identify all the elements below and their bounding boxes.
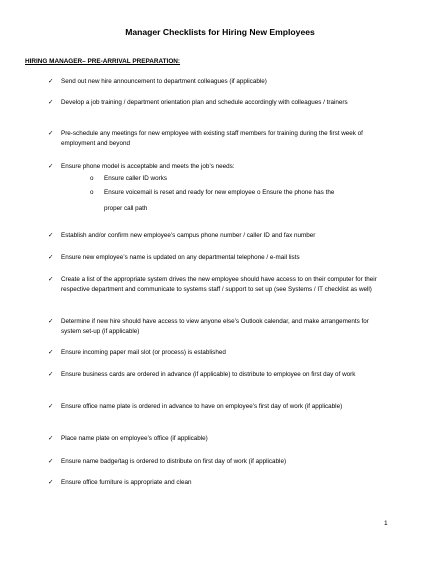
checkmark-icon: ✓ [48, 479, 54, 486]
checkmark-icon: ✓ [48, 254, 54, 261]
checklist-item: Create a list of the appropriate system drives the new employee should have access to on their computer for their respective department and communicate to systems staff / support to set up (see Systems / IT checklist as well) [61, 276, 377, 294]
checkmark-icon: ✓ [48, 130, 54, 137]
checkmark-icon: ✓ [48, 276, 54, 283]
section-heading: HIRING MANAGER– PRE-ARRIVAL PREPARATION: [25, 58, 181, 65]
checklist-subitem: Ensure caller ID works [104, 175, 167, 182]
checklist-item: Establish and/or confirm new employee’s campus phone number / caller ID and fax number [61, 232, 316, 239]
checklist-item: Ensure name badge/tag is ordered to distribute on first day of work (if applicable) [61, 458, 287, 465]
checklist-item: Determine if new hire should have access to view anyone else’s Outlook calendar, and make arrangements for system set-up (if applicable) [61, 318, 369, 336]
checklist-item: Develop a job training / department orientation plan and schedule accordingly with colleagues / trainers [61, 99, 348, 106]
sub-bullet-icon: o [90, 175, 94, 182]
checklist-item: Ensure new employee’s name is updated on any departmental telephone / e-mail lists [61, 254, 300, 261]
checkmark-icon: ✓ [48, 232, 54, 239]
checklist-item: Place name plate on employee’s office (if applicable) [61, 435, 208, 442]
checkmark-icon: ✓ [48, 403, 54, 410]
checklist-item: Ensure incoming paper mail slot (or process) is established [61, 349, 226, 356]
sub-bullet-icon: o [90, 189, 94, 196]
checklist-item: Ensure office name plate is ordered in advance to have on employee’s first day of work (if applicable) [61, 403, 343, 410]
checklist-subitem: Ensure voicemail is reset and ready for new employee o Ensure the phone has the [104, 189, 335, 196]
checkmark-icon: ✓ [48, 435, 54, 442]
document-title: Manager Checklists for Hiring New Employees [125, 27, 315, 37]
checklist-item: Pre-schedule any meetings for new employee with existing staff members for training during the first week of employment and beyond [61, 130, 363, 148]
checklist-item: Ensure phone model is acceptable and meets the job’s needs: [61, 163, 235, 170]
checkmark-icon: ✓ [48, 458, 54, 465]
checkmark-icon: ✓ [48, 78, 54, 85]
checklist-item: Ensure office furniture is appropriate and clean [61, 479, 192, 486]
page-number: 1 [384, 520, 388, 527]
checklist-item: Send out new hire announcement to department colleagues (if applicable) [61, 78, 267, 85]
checkmark-icon: ✓ [48, 349, 54, 356]
checkmark-icon: ✓ [48, 99, 54, 106]
checklist-subitem-continuation: proper call path [104, 205, 148, 212]
checkmark-icon: ✓ [48, 371, 54, 378]
checklist-item: Ensure business cards are ordered in advance (if applicable) to distribute to employee on first day of work [61, 371, 356, 378]
checkmark-icon: ✓ [48, 318, 54, 325]
checkmark-icon: ✓ [48, 163, 54, 170]
